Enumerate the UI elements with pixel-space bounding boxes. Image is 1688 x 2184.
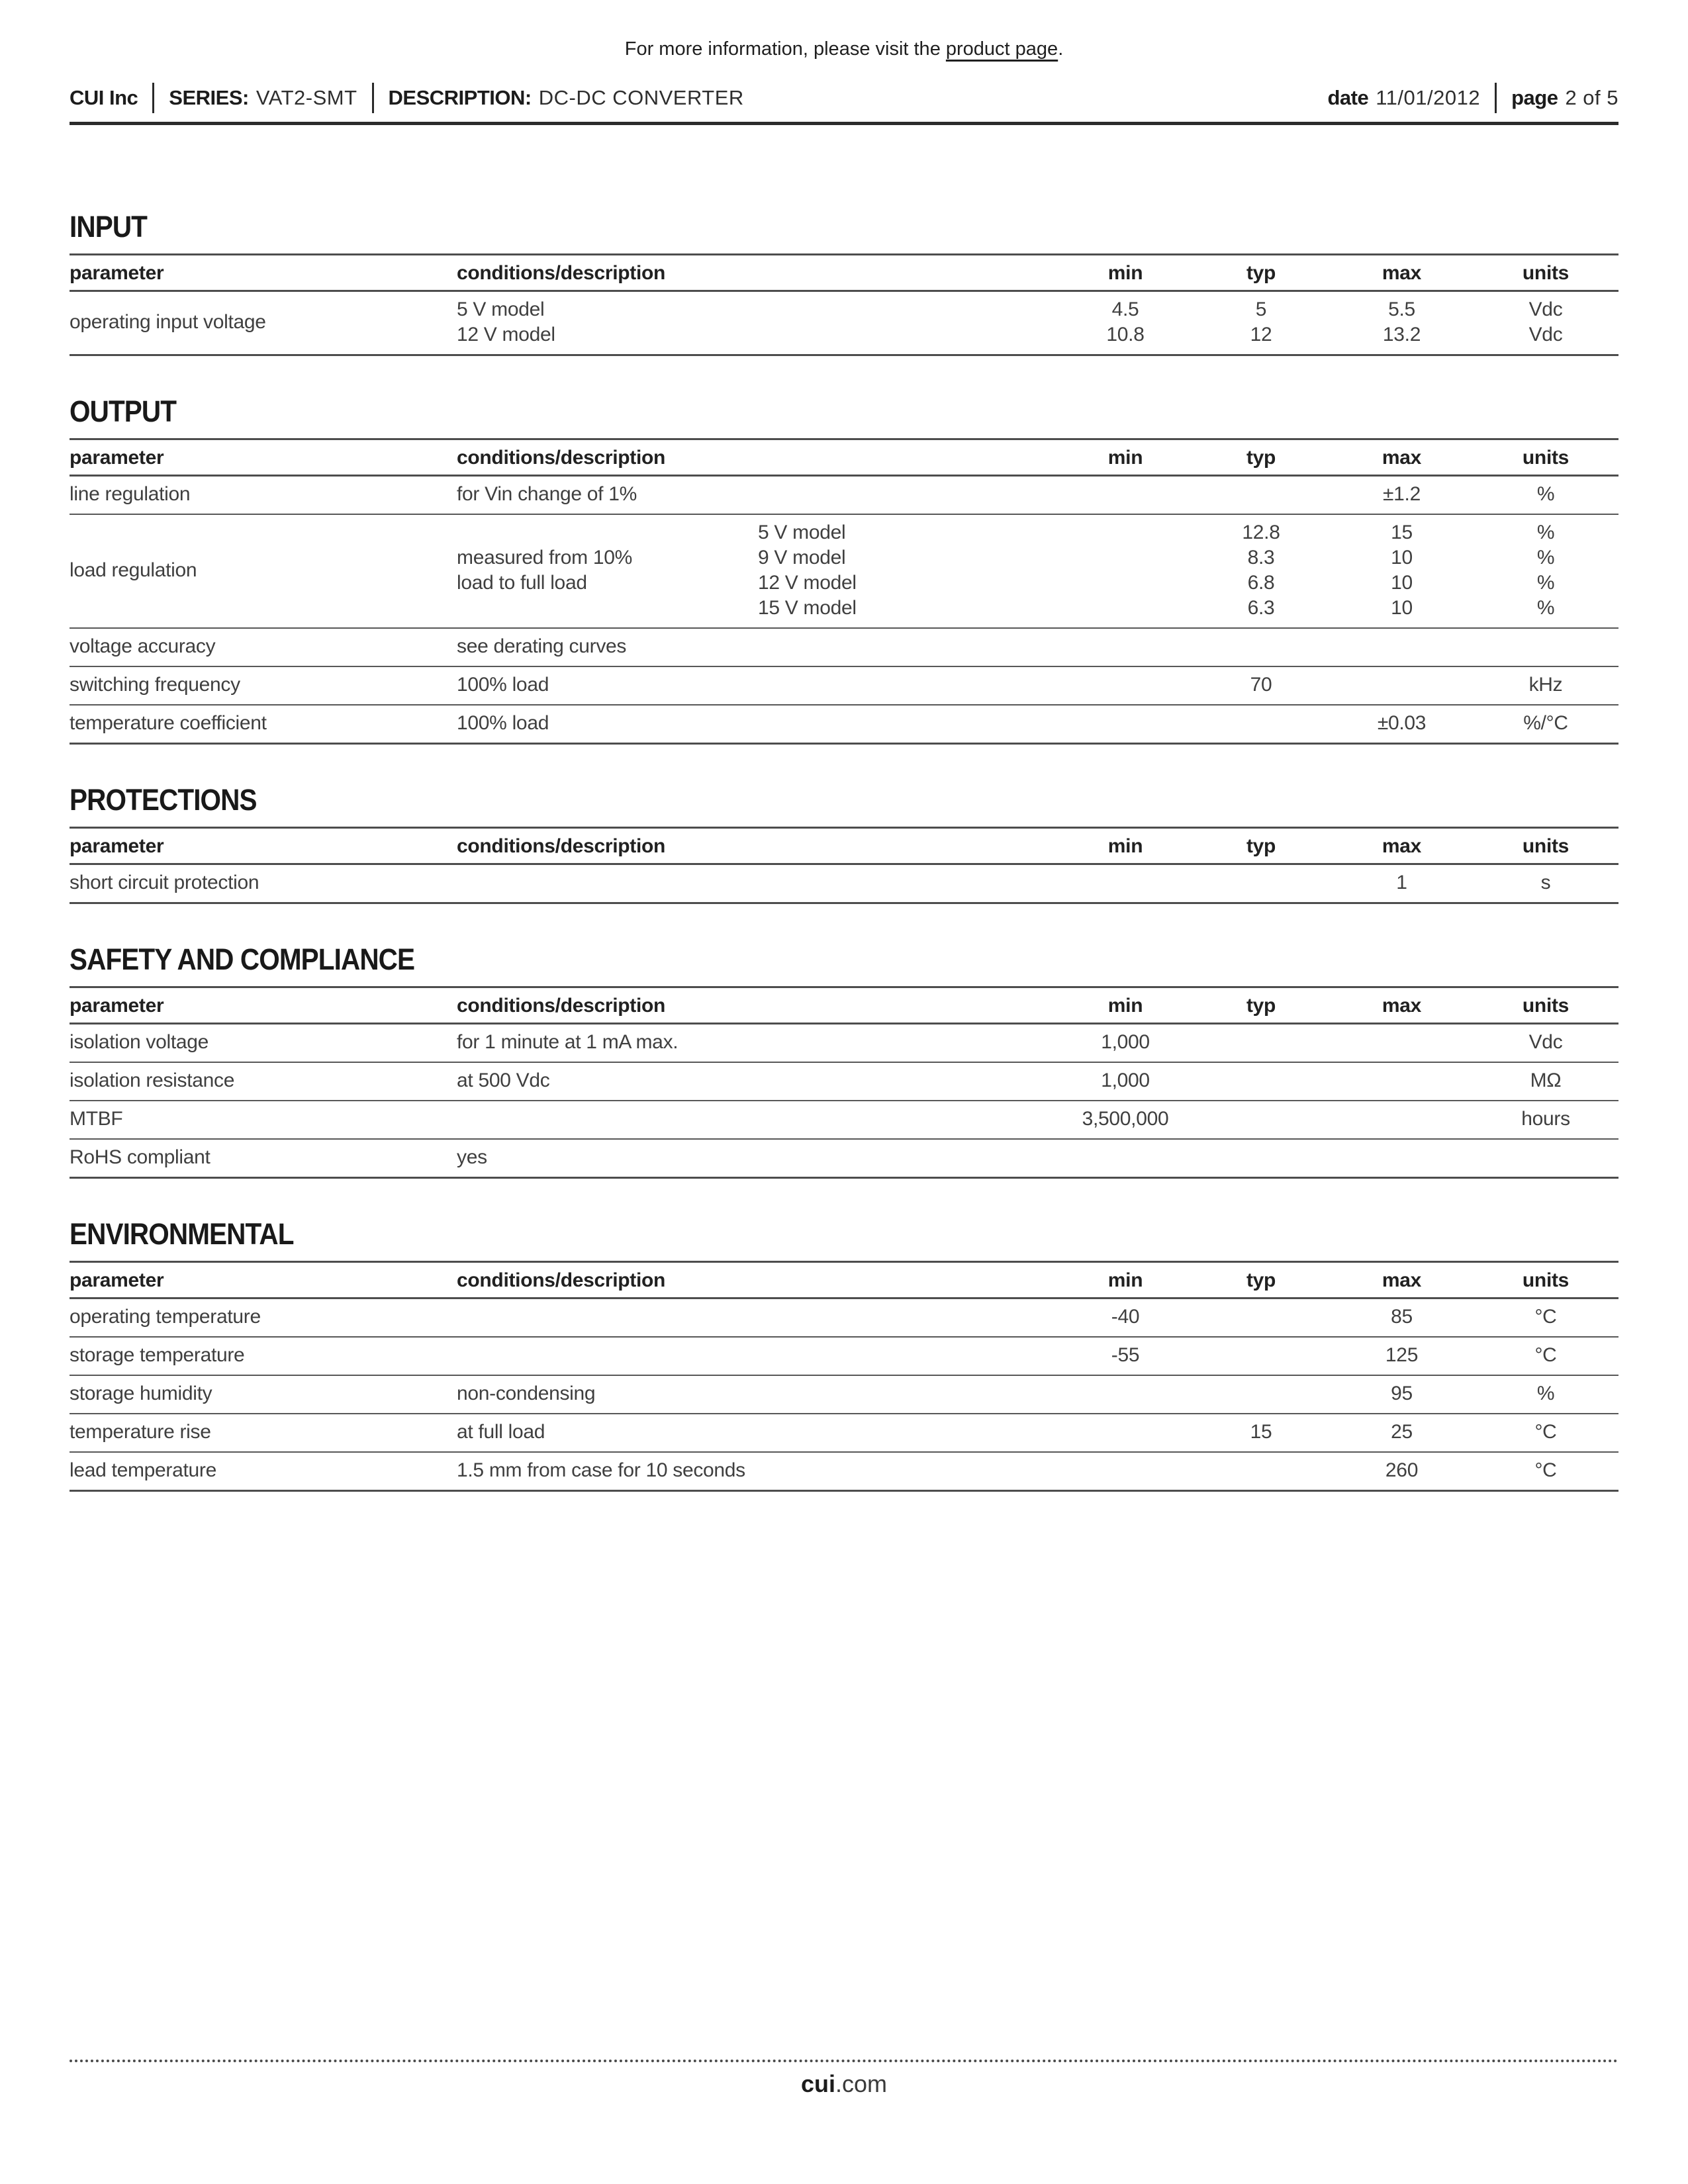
column-header-conditions: conditions/description [457, 439, 1059, 476]
cell-line: % [1536, 597, 1555, 619]
footer-dotted-line [70, 2060, 1618, 2062]
conditions-cell [457, 1375, 1059, 1414]
cell-line: 15 [1391, 522, 1413, 543]
parameter-cell [70, 1024, 457, 1063]
cell-line: 5.5 [1388, 298, 1415, 320]
parameter-name: RoHS compliant [70, 1146, 211, 1168]
column-header-typ: typ [1192, 987, 1331, 1024]
units-cell [1473, 1375, 1618, 1414]
site-name-rest: .com [835, 2070, 888, 2097]
parameter-name: storage humidity [70, 1383, 212, 1404]
min-cell [1059, 1452, 1192, 1491]
cell-line: 100% load [457, 712, 549, 734]
column-header-typ: typ [1192, 1262, 1331, 1298]
spec-row [70, 705, 1618, 744]
cell-line: for 1 minute at 1 mA max. [457, 1031, 679, 1053]
column-header-units: units [1473, 987, 1618, 1024]
max-cell [1331, 1062, 1473, 1101]
max-cell [1331, 1139, 1473, 1178]
max-cell [1331, 1298, 1473, 1338]
spec-row [70, 514, 1618, 628]
models-cell [758, 514, 1059, 628]
cell-line: 6.3 [1247, 597, 1275, 619]
spec-section [70, 394, 1618, 745]
spec-row [70, 1337, 1618, 1375]
max-cell [1331, 666, 1473, 705]
cell-line: °C [1534, 1421, 1557, 1443]
cell-line: 5 [1255, 298, 1267, 320]
site-name-bold: cui [800, 2070, 835, 2097]
cell-line: load to full load [457, 572, 587, 594]
typ-cell [1192, 864, 1331, 903]
parameter-cell [70, 705, 457, 744]
column-header-parameter: parameter [70, 1262, 457, 1298]
min-cell [1059, 476, 1192, 515]
column-header-min: min [1059, 828, 1192, 864]
cell-line: 15 V model [758, 597, 857, 619]
cell-line: 9 V model [758, 547, 846, 569]
typ-cell [1192, 476, 1331, 515]
cell-line: -55 [1111, 1344, 1140, 1366]
cell-line: % [1536, 572, 1555, 594]
min-cell [1059, 1101, 1192, 1139]
cell-line: 12 V model [758, 572, 857, 594]
units-cell [1473, 1298, 1618, 1338]
top-note [0, 0, 1688, 60]
column-header-typ: typ [1192, 828, 1331, 864]
cell-line: 1,000 [1101, 1031, 1150, 1053]
column-header-max: max [1331, 1262, 1473, 1298]
max-cell [1331, 1101, 1473, 1139]
typ-cell [1192, 1414, 1331, 1452]
section-title: PROTECTIONS [70, 783, 257, 817]
spec-row [70, 1024, 1618, 1063]
cell-line: MΩ [1530, 1069, 1562, 1091]
min-cell [1059, 1414, 1192, 1452]
units-cell [1473, 1101, 1618, 1139]
cell-line: % [1536, 522, 1555, 543]
conditions-cell [457, 1452, 1059, 1491]
cell-line: measured from 10% [457, 547, 633, 569]
parameter-name: voltage accuracy [70, 635, 216, 657]
column-header-max: max [1331, 828, 1473, 864]
cell-line: %/°C [1523, 712, 1568, 734]
cell-line: % [1536, 483, 1555, 505]
section-title: ENVIRONMENTAL [70, 1217, 294, 1251]
cell-line: % [1536, 547, 1555, 569]
parameter-cell [70, 514, 457, 628]
spec-row [70, 1375, 1618, 1414]
cell-line: yes [457, 1146, 487, 1168]
cell-line: % [1536, 1383, 1555, 1404]
company-name: CUI Inc [70, 86, 138, 109]
cell-line: non-condensing [457, 1383, 596, 1404]
min-cell [1059, 514, 1192, 628]
header-left [70, 83, 744, 113]
units-cell [1473, 1337, 1618, 1375]
conditions-cell [457, 1414, 1059, 1452]
typ-cell [1192, 1452, 1331, 1491]
spec-table [70, 253, 1618, 356]
units-cell [1473, 1062, 1618, 1101]
cell-line: 125 [1385, 1344, 1419, 1366]
separator-bar [372, 83, 374, 113]
cell-line: 25 [1391, 1421, 1413, 1443]
cell-line: 6.8 [1247, 572, 1275, 594]
max-cell [1331, 1452, 1473, 1491]
units-cell [1473, 1139, 1618, 1178]
units-cell [1473, 291, 1618, 355]
parameter-cell [70, 1139, 457, 1178]
conditions-cell [457, 1337, 1059, 1375]
header-rule [70, 122, 1618, 125]
description-label: DESCRIPTION: [388, 86, 532, 109]
cell-line: Vdc [1528, 324, 1563, 345]
cell-line: °C [1534, 1459, 1557, 1481]
conditions-cell [457, 476, 1059, 515]
cell-line: 5 V model [758, 522, 846, 543]
typ-cell [1192, 1101, 1331, 1139]
parameter-cell [70, 1452, 457, 1491]
column-header-min: min [1059, 255, 1192, 291]
units-cell [1473, 1452, 1618, 1491]
column-header-parameter: parameter [70, 987, 457, 1024]
conditions-cell [457, 1024, 1059, 1063]
min-cell [1059, 1298, 1192, 1338]
cell-line: ±0.03 [1377, 712, 1427, 734]
cell-line: 10 [1391, 572, 1413, 594]
column-header-conditions: conditions/description [457, 1262, 1059, 1298]
typ-cell [1192, 1024, 1331, 1063]
spec-table [70, 827, 1618, 904]
column-header-typ: typ [1192, 439, 1331, 476]
column-header-conditions: conditions/description [457, 255, 1059, 291]
max-cell [1331, 1024, 1473, 1063]
parameter-cell [70, 1298, 457, 1338]
header-bar [70, 83, 1618, 113]
cell-line: 10 [1391, 547, 1413, 569]
cell-line: 8.3 [1247, 547, 1275, 569]
cell-line: 70 [1250, 674, 1272, 696]
date-value: 11/01/2012 [1376, 86, 1481, 109]
header-right [1327, 83, 1618, 113]
parameter-name: MTBF [70, 1108, 123, 1130]
conditions-cell [457, 1139, 1059, 1178]
series-label: SERIES: [169, 86, 249, 109]
parameter-name: operating temperature [70, 1306, 261, 1328]
units-cell [1473, 666, 1618, 705]
column-header-min: min [1059, 987, 1192, 1024]
top-note-prefix: For more information, please visit the [624, 38, 946, 60]
conditions-cell [457, 628, 1059, 666]
parameter-name: isolation voltage [70, 1031, 209, 1053]
column-header-row [70, 828, 1618, 864]
separator-bar [152, 83, 154, 113]
cell-line: 260 [1385, 1459, 1419, 1481]
conditions-cell [457, 705, 1059, 744]
spec-row [70, 1101, 1618, 1139]
max-cell [1331, 291, 1473, 355]
min-cell [1059, 628, 1192, 666]
cell-line: 95 [1391, 1383, 1413, 1404]
cell-line: 10.8 [1106, 324, 1145, 345]
typ-cell [1192, 514, 1331, 628]
column-header-max: max [1331, 255, 1473, 291]
max-cell [1331, 1337, 1473, 1375]
parameter-cell [70, 291, 457, 355]
cell-line: °C [1534, 1306, 1557, 1328]
max-cell [1331, 628, 1473, 666]
cell-line: -40 [1111, 1306, 1140, 1328]
parameter-cell [70, 864, 457, 903]
parameter-name: load regulation [70, 559, 197, 581]
spec-row [70, 666, 1618, 705]
parameter-cell [70, 628, 457, 666]
parameter-name: temperature rise [70, 1421, 211, 1443]
cell-line: 1,000 [1101, 1069, 1150, 1091]
typ-cell [1192, 666, 1331, 705]
units-cell [1473, 864, 1618, 903]
min-cell [1059, 666, 1192, 705]
units-cell [1473, 705, 1618, 744]
cell-line: 100% load [457, 674, 549, 696]
spec-table [70, 438, 1618, 745]
typ-cell [1192, 1375, 1331, 1414]
max-cell [1331, 864, 1473, 903]
cell-line: at 500 Vdc [457, 1069, 550, 1091]
cell-line: see derating curves [457, 635, 627, 657]
column-header-conditions: conditions/description [457, 987, 1059, 1024]
min-cell [1059, 291, 1192, 355]
column-header-parameter: parameter [70, 439, 457, 476]
cell-line: 85 [1391, 1306, 1413, 1328]
min-cell [1059, 705, 1192, 744]
conditions-cell [457, 1298, 1059, 1338]
spec-row [70, 1062, 1618, 1101]
max-cell [1331, 514, 1473, 628]
typ-cell [1192, 1062, 1331, 1101]
conditions-cell [457, 291, 1059, 355]
parameter-cell [70, 666, 457, 705]
cell-line: ±1.2 [1383, 483, 1421, 505]
column-header-units: units [1473, 828, 1618, 864]
parameter-name: isolation resistance [70, 1069, 235, 1091]
parameter-name: line regulation [70, 483, 191, 505]
page-label: page [1511, 86, 1558, 109]
cell-line: 1.5 mm from case for 10 seconds [457, 1459, 745, 1481]
column-header-min: min [1059, 1262, 1192, 1298]
parameter-name: storage temperature [70, 1344, 245, 1366]
cell-line: 12 V model [457, 324, 555, 345]
spec-table [70, 986, 1618, 1179]
max-cell [1331, 1414, 1473, 1452]
cell-line: 10 [1391, 597, 1413, 619]
spec-section [70, 1217, 1618, 1492]
column-header-max: max [1331, 987, 1473, 1024]
spec-row [70, 1298, 1618, 1338]
cell-line: 12 [1250, 324, 1272, 345]
spec-row [70, 1139, 1618, 1178]
parameter-cell [70, 1062, 457, 1101]
typ-cell [1192, 705, 1331, 744]
separator-bar [1495, 83, 1497, 113]
units-cell [1473, 1024, 1618, 1063]
spec-sections [70, 210, 1618, 1492]
column-header-units: units [1473, 439, 1618, 476]
column-header-units: units [1473, 255, 1618, 291]
cell-line: s [1540, 872, 1551, 893]
cell-line: kHz [1528, 674, 1563, 696]
parameter-cell [70, 1337, 457, 1375]
cell-line: 13.2 [1382, 324, 1421, 345]
footer-site-link[interactable] [70, 2070, 1618, 2098]
cell-line: 15 [1250, 1421, 1272, 1443]
units-cell [1473, 628, 1618, 666]
spec-row [70, 1414, 1618, 1452]
series-value: VAT2-SMT [256, 86, 357, 109]
cell-line: Vdc [1528, 1031, 1563, 1053]
min-cell [1059, 1139, 1192, 1178]
min-cell [1059, 1375, 1192, 1414]
parameter-cell [70, 1375, 457, 1414]
cell-line: 12.8 [1242, 522, 1280, 543]
top-note-suffix: . [1058, 38, 1064, 60]
parameter-name: temperature coefficient [70, 712, 267, 734]
section-title: SAFETY AND COMPLIANCE [70, 942, 415, 976]
typ-cell [1192, 628, 1331, 666]
parameter-name: switching frequency [70, 674, 240, 696]
parameter-cell [70, 1414, 457, 1452]
spec-section [70, 942, 1618, 1179]
description-value: DC-DC CONVERTER [538, 86, 744, 109]
typ-cell [1192, 1298, 1331, 1338]
section-title: OUTPUT [70, 394, 177, 428]
parameter-cell [70, 476, 457, 515]
min-cell [1059, 864, 1192, 903]
spec-row [70, 476, 1618, 515]
spec-row [70, 1452, 1618, 1491]
column-header-min: min [1059, 439, 1192, 476]
units-cell [1473, 1414, 1618, 1452]
column-header-row [70, 987, 1618, 1024]
product-page-link[interactable]: product page [945, 38, 1058, 60]
column-header-row [70, 439, 1618, 476]
parameter-name: operating input voltage [70, 311, 266, 333]
cell-line: 1 [1396, 872, 1407, 893]
max-cell [1331, 1375, 1473, 1414]
max-cell [1331, 705, 1473, 744]
cell-line: Vdc [1528, 298, 1563, 320]
spec-row [70, 628, 1618, 666]
column-header-typ: typ [1192, 255, 1331, 291]
spec-table [70, 1261, 1618, 1492]
typ-cell [1192, 291, 1331, 355]
column-header-parameter: parameter [70, 255, 457, 291]
page-number: 2 of 5 [1565, 86, 1618, 109]
cell-line: for Vin change of 1% [457, 483, 637, 505]
conditions-cell [457, 1101, 1059, 1139]
cell-line: hours [1521, 1108, 1570, 1130]
column-header-parameter: parameter [70, 828, 457, 864]
parameter-cell [70, 1101, 457, 1139]
parameter-name: lead temperature [70, 1459, 217, 1481]
typ-cell [1192, 1337, 1331, 1375]
conditions-cell [457, 1062, 1059, 1101]
column-header-row [70, 1262, 1618, 1298]
cell-line: at full load [457, 1421, 545, 1443]
conditions-cell [457, 864, 1059, 903]
page-footer [70, 2060, 1618, 2098]
cell-line: 4.5 [1111, 298, 1139, 320]
date-label: date [1327, 86, 1369, 109]
cell-line: °C [1534, 1344, 1557, 1366]
units-cell [1473, 476, 1618, 515]
max-cell [1331, 476, 1473, 515]
spec-section [70, 783, 1618, 904]
units-cell [1473, 514, 1618, 628]
column-header-row [70, 255, 1618, 291]
column-header-max: max [1331, 439, 1473, 476]
typ-cell [1192, 1139, 1331, 1178]
spec-row [70, 291, 1618, 355]
parameter-name: short circuit protection [70, 872, 259, 893]
min-cell [1059, 1024, 1192, 1063]
cell-line: 5 V model [457, 298, 545, 320]
cell-line: 3,500,000 [1082, 1108, 1169, 1130]
spec-row [70, 864, 1618, 903]
column-header-units: units [1473, 1262, 1618, 1298]
conditions-cell [457, 514, 758, 628]
conditions-cell [457, 666, 1059, 705]
min-cell [1059, 1062, 1192, 1101]
section-title: INPUT [70, 210, 147, 244]
min-cell [1059, 1337, 1192, 1375]
column-header-conditions: conditions/description [457, 828, 1059, 864]
spec-section [70, 210, 1618, 356]
